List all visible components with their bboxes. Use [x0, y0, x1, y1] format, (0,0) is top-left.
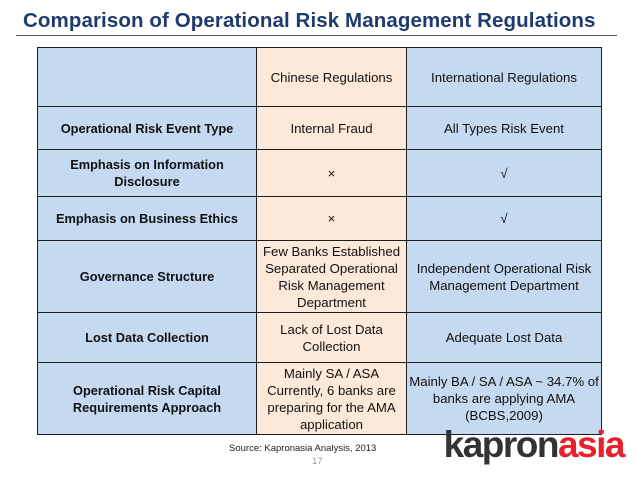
source-note: Source: Kapronasia Analysis, 2013 — [229, 443, 377, 454]
international-cell: Mainly BA / SA / ASA ~ 34.7% of banks are applying AMA (BCBS,2009) — [407, 363, 602, 435]
page-number: 17 — [312, 456, 323, 467]
check-mark-cell: √ — [407, 197, 602, 241]
row-header: Lost Data Collection — [38, 313, 257, 363]
kapronasia-logo — [444, 426, 624, 463]
table-row — [38, 197, 602, 241]
chinese-cell: Internal Fraud — [257, 107, 407, 150]
slide-title: Comparison of Operational Risk Management Regulations — [23, 9, 596, 32]
table-corner-cell — [38, 48, 257, 107]
table-header-row — [38, 48, 602, 107]
table-row — [38, 107, 602, 150]
table-row — [38, 313, 602, 363]
chinese-cell: Few Banks Established Separated Operational Risk Management Department — [257, 241, 407, 313]
cross-mark-cell: × — [257, 197, 407, 241]
row-header: Emphasis on Business Ethics — [38, 197, 257, 241]
row-header: Emphasis on Information Disclosure — [38, 150, 257, 197]
column-header-chinese: Chinese Regulations — [257, 48, 407, 107]
check-mark-cell: √ — [407, 150, 602, 197]
international-cell: All Types Risk Event — [407, 107, 602, 150]
row-header: Governance Structure — [38, 241, 257, 313]
row-header: Operational Risk Event Type — [38, 107, 257, 150]
logo-text-dark: kapron — [443, 424, 558, 465]
chinese-cell: Lack of Lost Data Collection — [257, 313, 407, 363]
row-header: Operational Risk Capital Requirements Approach — [38, 363, 257, 435]
column-header-international: International Regulations — [407, 48, 602, 107]
table-row — [38, 150, 602, 197]
title-underline — [16, 35, 617, 36]
comparison-table — [37, 47, 602, 435]
logo-text-accent: asia — [557, 424, 624, 465]
international-cell: Independent Operational Risk Management Department — [407, 241, 602, 313]
cross-mark-cell: × — [257, 150, 407, 197]
chinese-cell: Mainly SA / ASA Currently, 6 banks are preparing for the AMA application — [257, 363, 407, 435]
table-row — [38, 241, 602, 313]
international-cell: Adequate Lost Data — [407, 313, 602, 363]
